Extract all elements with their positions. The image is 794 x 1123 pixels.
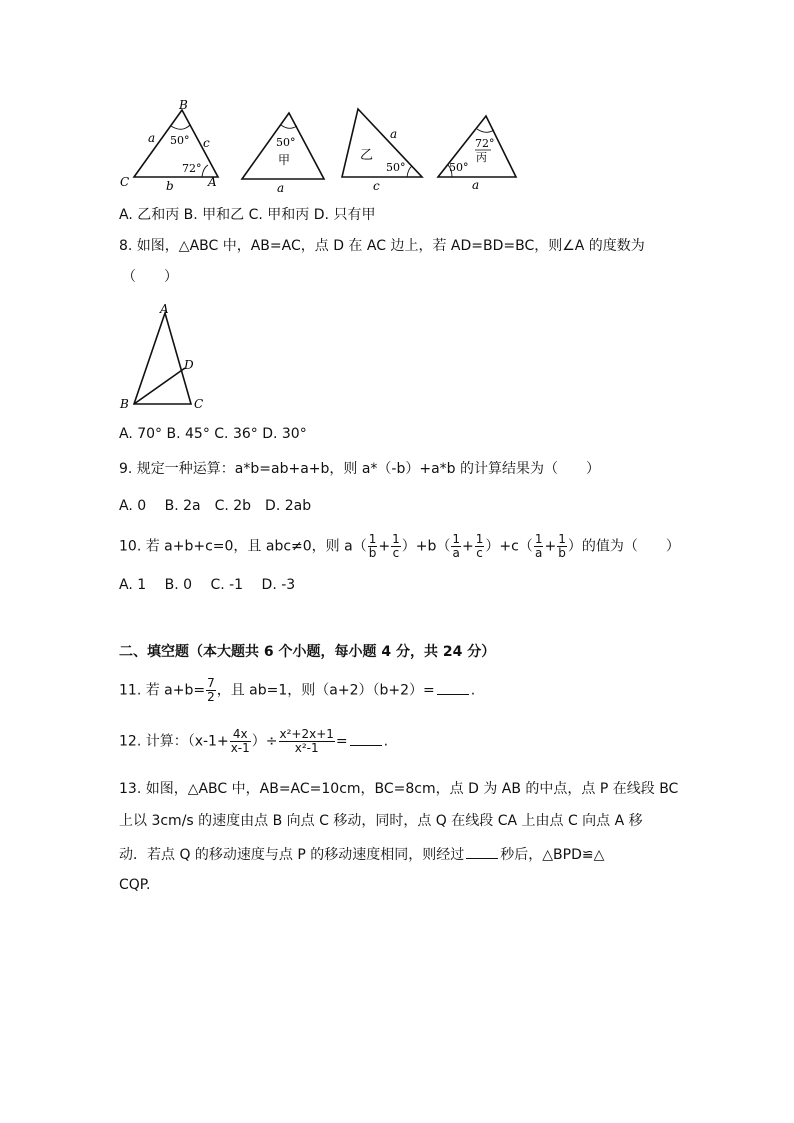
angle-label-bing-left: 50° — [449, 161, 469, 174]
side-label-c: c — [203, 136, 210, 150]
vertex-label-D: D — [184, 358, 194, 372]
triangle-name-jia: 甲 — [278, 153, 291, 167]
vertex-label-A: A — [208, 175, 217, 189]
triangle-name-bing: 丙 — [476, 151, 487, 164]
triangle-figure-4 — [438, 116, 516, 192]
angle-label-A: 72° — [182, 162, 202, 175]
fraction-1-over-a: $\frac{1}{a}$ — [452, 532, 460, 560]
q13-line-4: CQP. — [119, 877, 151, 893]
side-label-b: b — [166, 179, 174, 193]
side-label-a: a — [148, 131, 156, 145]
vertex-label-A: A — [160, 302, 169, 316]
vertex-label-B: B — [179, 98, 188, 112]
vertex-label-B: B — [120, 397, 129, 411]
q12-text: 12. 计算：（x-1+ $\frac{4x}{x-1}$ ）÷ $\frac{\text{x²+2x+1}}{\text{x²-1}}$ = . — [119, 727, 389, 755]
angle-label-B: 50° — [170, 134, 190, 147]
fraction-quadratic: $\frac{\text{x²+2x+1}}{\text{x²-1}}$ — [279, 727, 334, 755]
triangle-figure-2 — [242, 113, 324, 195]
fraction-1-over-c: $\frac{1}{c}$ — [475, 532, 484, 560]
fraction-1-over-c: $\frac{1}{c}$ — [392, 532, 400, 560]
q8-options: A. 70° B. 45° C. 36° D. 30° — [119, 426, 307, 442]
side-label-c: c — [373, 179, 380, 193]
q13-line-2: 上以 3cm/s 的速度由点 B 向点 C 移动，同时，点 Q 在线段 CA 上由点 C 向点 A 移 — [119, 813, 643, 829]
fraction-4x-over-x-1: $\frac{4x}{x-1}$ — [230, 727, 250, 755]
answer-blank[interactable] — [466, 844, 498, 859]
q10-text: 10. 若 a+b+c=0，且 abc≠0，则 a（ $\frac{1}{b}$ + $\frac{1}{c}$ ）+b（ $\frac{1}{a}$ + $\frac{1}{c}$ ）+c（ $\frac{1}{a}$ + $\frac{1}{b}$ ）的值为（ ） — [119, 532, 680, 560]
fraction-7-over-2: $\frac{7}{2}$ — [207, 676, 215, 704]
side-label-a: a — [472, 178, 480, 192]
angle-label-jia: 50° — [276, 136, 296, 149]
fraction-1-over-b: $\frac{1}{b}$ — [558, 532, 566, 560]
fraction-1-over-b: $\frac{1}{b}$ — [368, 532, 377, 560]
vertex-label-C: C — [194, 397, 204, 411]
q9-options: A. 0 B. 2a C. 2b D. 2ab — [119, 498, 312, 514]
triangle-figure-1 — [120, 98, 218, 193]
q13-line-1: 13. 如图，△ABC 中，AB=AC=10cm，BC=8cm，点 D 为 AB 的中点，点 P 在线段 BC — [119, 781, 679, 797]
section-2-heading: 二、填空题（本大题共 6 个小题，每小题 4 分，共 24 分） — [119, 644, 496, 660]
q9-text: 9. 规定一种运算：a*b=ab+a+b，则 a*（-b）+a*b 的计算结果为（ ） — [119, 461, 601, 477]
q10-options: A. 1 B. 0 C. -1 D. -3 — [119, 577, 296, 593]
q10-suffix: ）的值为（ ） — [567, 538, 680, 555]
q8-answer-paren: （ ） — [122, 269, 178, 285]
q7-figures — [116, 97, 536, 197]
side-label-a: a — [390, 127, 398, 141]
answer-blank[interactable] — [437, 680, 469, 695]
fraction-1-over-a: $\frac{1}{a}$ — [534, 532, 543, 560]
triangle-name-yi: 乙 — [360, 148, 374, 163]
triangle-figure-3 — [342, 109, 422, 193]
q11-text: 11. 若 a+b= $\frac{7}{2}$ ，且 ab=1，则（a+2）（b+2）= . — [119, 676, 476, 704]
q8-text: 8. 如图，△ABC 中，AB=AC，点 D 在 AC 边上，若 AD=BD=BC，则∠A 的度数为 — [119, 238, 645, 254]
vertex-label-C: C — [120, 175, 130, 189]
q8-figure — [116, 302, 216, 412]
angle-label-bing-top: 72° — [475, 137, 495, 150]
q13-line-3: 动．若点 Q 的移动速度与点 P 的移动速度相同，则经过 秒后，△BPD≌△ — [119, 844, 604, 864]
q10-prefix: 10. 若 a+b+c=0，且 abc≠0，则 a（ — [119, 538, 367, 555]
angle-label-yi: 50° — [386, 161, 406, 174]
answer-blank[interactable] — [350, 731, 382, 746]
q7-options: A. 乙和丙 B. 甲和乙 C. 甲和丙 D. 只有甲 — [119, 207, 376, 223]
side-label-a: a — [277, 181, 285, 195]
